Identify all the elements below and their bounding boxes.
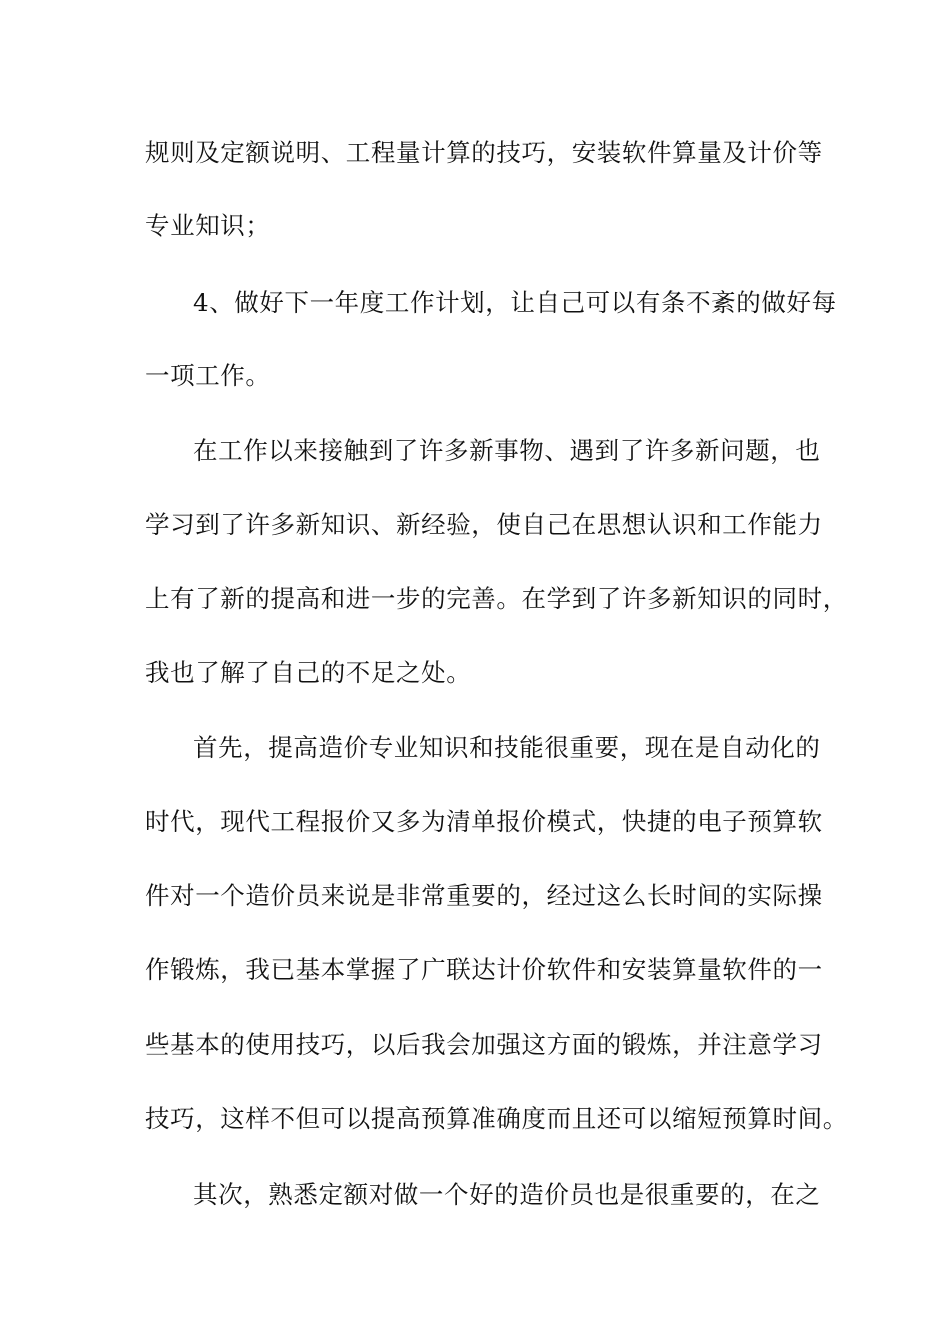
- list-item-4: 4、做好下一年度工作计划，让自己可以有条不紊的做好每: [193, 288, 837, 317]
- paragraph-start: 其次，熟悉定额对做一个好的造价员也是很重要的，在之: [193, 1180, 821, 1209]
- text-line: 专业知识；: [145, 211, 271, 240]
- text-line: 件对一个造价员来说是非常重要的，经过这么长时间的实际操: [145, 881, 823, 910]
- text-line: 规则及定额说明、工程量计算的技巧，安装软件算量及计价等: [145, 138, 823, 167]
- text-line: 时代，现代工程报价又多为清单报价模式，快捷的电子预算软: [145, 807, 823, 836]
- paragraph-start: 在工作以来接触到了许多新事物、遇到了许多新问题，也: [193, 436, 821, 465]
- text-line: 些基本的使用技巧，以后我会加强这方面的锻炼，并注意学习: [145, 1030, 823, 1059]
- text-line: 作锻炼，我已基本掌握了广联达计价软件和安装算量软件的一: [145, 955, 823, 984]
- text-line: 学习到了许多新知识、新经验，使自己在思想认识和工作能力: [145, 510, 823, 539]
- text-line: 一项工作。: [145, 361, 271, 390]
- text-line: 上有了新的提高和进一步的完善。在学到了许多新知识的同时，: [145, 584, 848, 613]
- text-line: 技巧，这样不但可以提高预算准确度而且还可以缩短预算时间。: [145, 1104, 848, 1133]
- text-line: 我也了解了自己的不足之处。: [145, 658, 472, 687]
- paragraph-start: 首先，提高造价专业知识和技能很重要，现在是自动化的: [193, 733, 821, 762]
